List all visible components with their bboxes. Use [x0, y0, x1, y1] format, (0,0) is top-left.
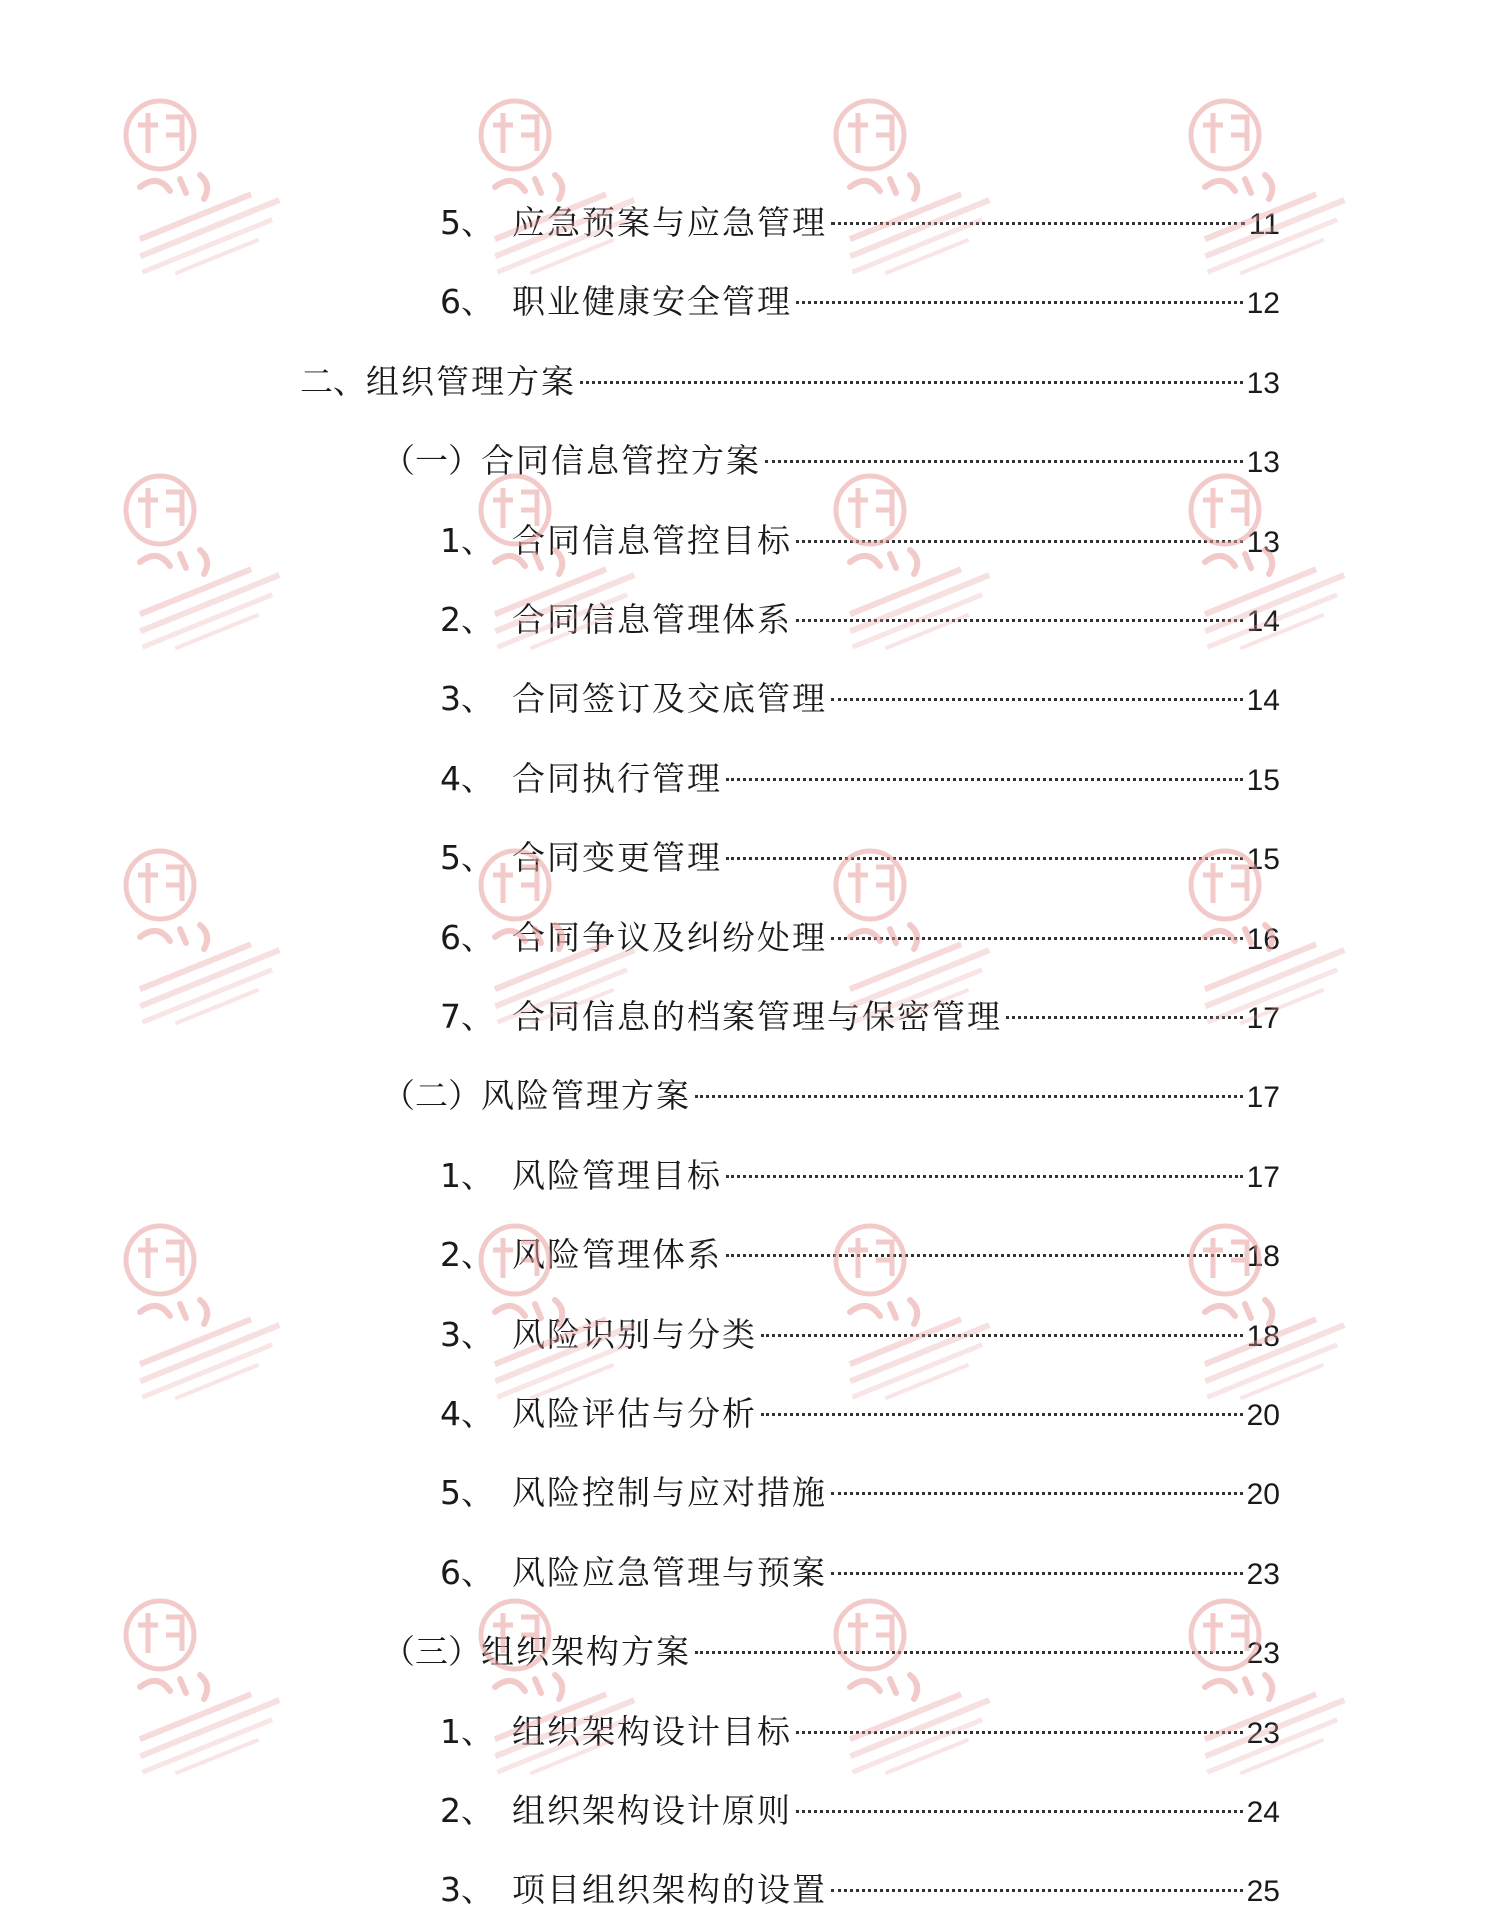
toc-entry[interactable] — [440, 992, 1280, 1042]
toc-entry-title: 合同信息管控目标 — [512, 520, 792, 560]
toc-entry-page-number: 16 — [1246, 922, 1280, 956]
toc-entry-page-number: 20 — [1246, 1478, 1280, 1512]
toc-entry-title: 组织架构设计目标 — [512, 1711, 792, 1751]
toc-entry[interactable] — [440, 674, 1280, 724]
toc-dot-leader — [831, 1492, 1243, 1495]
toc-entry[interactable] — [440, 1707, 1280, 1757]
toc-entry-page-number: 20 — [1246, 1399, 1280, 1432]
toc-entry-number: 6、 — [440, 917, 494, 957]
toc-entry-number: （二） — [382, 1076, 481, 1116]
toc-entry-title: 合同变更管理 — [512, 838, 722, 878]
toc-entry-page-number: 12 — [1246, 287, 1280, 321]
toc-entry[interactable] — [440, 277, 1280, 327]
toc-entry-title: 风险应急管理与预案 — [512, 1552, 827, 1592]
toc-entry-title: 组织架构方案 — [481, 1632, 691, 1672]
toc-entry-title: 合同信息管控方案 — [481, 441, 761, 481]
toc-entry[interactable] — [440, 1389, 1280, 1439]
toc-entry[interactable] — [440, 1865, 1280, 1915]
toc-entry-number: 6、 — [440, 1552, 494, 1592]
toc-entry-title: 合同争议及纠纷处理 — [512, 917, 827, 957]
toc-entry-title: 项目组织架构的设置 — [512, 1870, 827, 1910]
toc-dot-leader — [726, 778, 1243, 781]
toc-entry[interactable] — [440, 833, 1280, 883]
toc-dot-leader — [796, 540, 1243, 543]
watermark-seal-icon — [120, 95, 310, 285]
toc-entry-number: 7、 — [440, 997, 494, 1036]
toc-entry-page-number: 18 — [1246, 1240, 1280, 1274]
toc-entry-page-number: 24 — [1246, 1796, 1280, 1829]
toc-entry-number: 4、 — [440, 758, 494, 798]
toc-entry[interactable] — [440, 913, 1280, 963]
toc-entry-number: 4、 — [440, 1394, 494, 1433]
toc-entry[interactable] — [382, 436, 1280, 486]
toc-entry-page-number: 15 — [1246, 763, 1280, 797]
toc-entry-title: 风险评估与分析 — [512, 1394, 757, 1433]
toc-dot-leader — [726, 1254, 1243, 1257]
toc-entry-number: 3、 — [440, 679, 494, 719]
toc-entry-page-number: 14 — [1246, 605, 1280, 638]
toc-dot-leader — [796, 301, 1243, 304]
watermark-seal-icon — [120, 1595, 310, 1785]
toc-entry[interactable] — [440, 595, 1280, 645]
watermark-seal-icon — [475, 95, 665, 285]
toc-entry-title: 合同签订及交底管理 — [512, 679, 827, 719]
toc-entry-page-number: 11 — [1248, 208, 1280, 241]
toc-dot-leader — [580, 381, 1243, 384]
toc-entry[interactable] — [440, 1468, 1280, 1518]
toc-entry-title: 风险控制与应对措施 — [512, 1473, 827, 1513]
toc-entry-number: 2、 — [440, 1235, 494, 1275]
toc-entry-number: 6、 — [440, 282, 494, 322]
toc-dot-leader — [831, 1572, 1243, 1575]
toc-entry-title: 合同执行管理 — [512, 758, 722, 798]
toc-dot-leader — [761, 1334, 1243, 1337]
toc-entry-number: 5、 — [440, 203, 494, 242]
toc-entry-page-number: 23 — [1246, 1557, 1280, 1591]
toc-dot-leader — [726, 1175, 1243, 1178]
toc-entry[interactable] — [440, 754, 1280, 804]
toc-entry-page-number: 17 — [1246, 1160, 1280, 1194]
toc-entry-number: 5、 — [440, 838, 494, 878]
toc-dot-leader — [726, 857, 1243, 860]
toc-entry-number: 3、 — [440, 1870, 494, 1910]
toc-entry[interactable] — [300, 357, 1280, 407]
toc-dot-leader — [1006, 1016, 1243, 1019]
toc-entry-title: 合同信息管理体系 — [512, 600, 792, 639]
toc-entry-title: 风险管理目标 — [512, 1155, 722, 1195]
toc-entry-title: 应急预案与应急管理 — [512, 203, 827, 242]
toc-dot-leader — [796, 1810, 1243, 1813]
toc-entry-page-number: 14 — [1246, 684, 1280, 718]
toc-entry-page-number: 17 — [1246, 1081, 1280, 1115]
toc-entry-title: 组织管理方案 — [366, 361, 576, 401]
watermark-seal-icon — [1185, 95, 1375, 285]
toc-entry-title: 合同信息的档案管理与保密管理 — [512, 997, 1002, 1036]
toc-entry[interactable] — [440, 198, 1280, 248]
toc-entry-page-number: 18 — [1246, 1319, 1280, 1353]
toc-entry-page-number: 25 — [1246, 1875, 1280, 1909]
toc-entry-page-number: 17 — [1246, 1002, 1280, 1035]
toc-dot-leader — [765, 460, 1243, 463]
watermark-seal-icon — [120, 470, 310, 660]
toc-entry-number: （一） — [382, 441, 481, 481]
toc-entry[interactable] — [440, 1548, 1280, 1598]
toc-entry-number: 5、 — [440, 1473, 494, 1513]
toc-entry-title: 风险管理方案 — [481, 1076, 691, 1116]
toc-dot-leader — [761, 1413, 1243, 1416]
watermark-seal-icon — [830, 95, 1020, 285]
toc-entry-title: 职业健康安全管理 — [512, 282, 792, 322]
watermark-seal-icon — [120, 1220, 310, 1410]
toc-entry-page-number: 23 — [1246, 1716, 1280, 1750]
toc-entry-title: 风险识别与分类 — [512, 1314, 757, 1354]
toc-entry-title: 组织架构设计原则 — [512, 1791, 792, 1830]
toc-entry[interactable] — [440, 1151, 1280, 1201]
watermark-seal-icon — [120, 845, 310, 1035]
toc-entry-title: 风险管理体系 — [512, 1235, 722, 1275]
toc-entry[interactable] — [440, 1310, 1280, 1360]
toc-dot-leader — [796, 619, 1243, 622]
toc-dot-leader — [695, 1095, 1243, 1098]
toc-dot-leader — [796, 1731, 1243, 1734]
toc-entry-number: 2、 — [440, 600, 494, 639]
toc-entry-page-number: 13 — [1246, 366, 1280, 400]
toc-entry-page-number: 13 — [1246, 446, 1280, 480]
toc-entry-number: 1、 — [440, 1711, 494, 1751]
toc-entry[interactable] — [440, 516, 1280, 566]
toc-dot-leader — [831, 937, 1243, 940]
toc-dot-leader — [695, 1651, 1243, 1654]
toc-entry-number: 1、 — [440, 520, 494, 560]
toc-entry-number: 1、 — [440, 1155, 494, 1195]
toc-entry-number: （三） — [382, 1632, 481, 1672]
toc-entry-page-number: 23 — [1246, 1637, 1280, 1671]
toc-entry-number: 2、 — [440, 1791, 494, 1830]
toc-entry[interactable] — [440, 1786, 1280, 1836]
toc-entry-number: 二、 — [300, 361, 366, 401]
toc-entry[interactable] — [382, 1627, 1280, 1677]
toc-dot-leader — [831, 1889, 1243, 1892]
toc-entry[interactable] — [382, 1071, 1280, 1121]
toc-dot-leader — [831, 222, 1245, 225]
toc-dot-leader — [831, 698, 1243, 701]
toc-entry-number: 3、 — [440, 1314, 494, 1354]
toc-entry[interactable] — [440, 1230, 1280, 1280]
toc-entry-page-number: 15 — [1246, 843, 1280, 877]
toc-entry-page-number: 13 — [1246, 525, 1280, 559]
